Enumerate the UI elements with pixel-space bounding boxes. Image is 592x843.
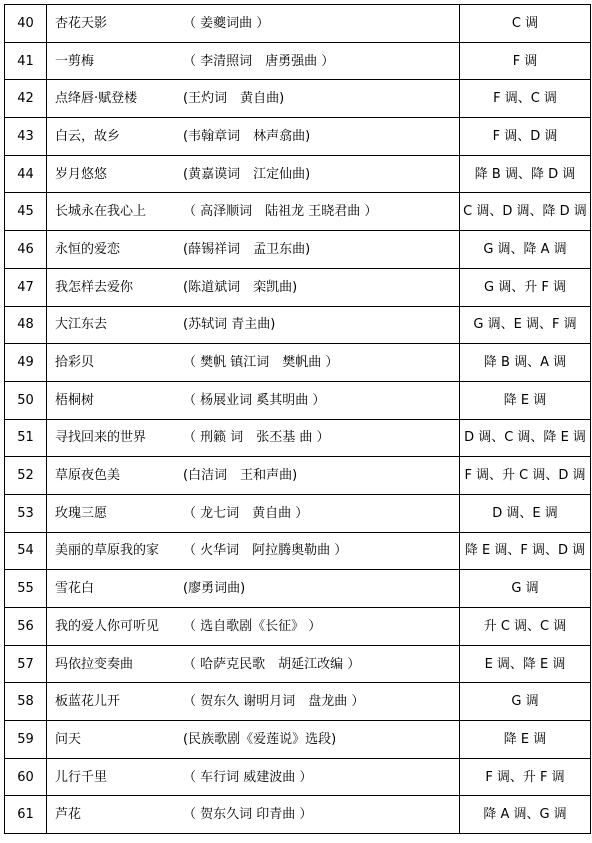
song-cell (47, 494, 460, 532)
song-title: 一剪梅 (55, 53, 95, 69)
song-title: 芦花 (55, 807, 82, 823)
song-cell (47, 683, 460, 721)
row-number: 47 (5, 268, 47, 306)
table-row (5, 5, 591, 43)
row-number: 60 (5, 758, 47, 796)
row-number: 42 (5, 80, 47, 118)
song-credit: (黄嘉谟词 江定仙曲) (183, 166, 311, 182)
song-title: 永恒的爱恋 (55, 241, 121, 257)
row-number: 43 (5, 118, 47, 156)
song-title: 岁月悠悠 (55, 166, 108, 182)
song-credit: (民族歌剧《爱莲说》选段) (183, 731, 337, 747)
row-number: 56 (5, 608, 47, 646)
song-key: C 调、D 调、降 D 调 (460, 193, 591, 231)
song-cell (47, 80, 460, 118)
table-row (5, 118, 591, 156)
song-credit: （ 樊帆 镇江词 樊帆曲 ） (183, 355, 339, 371)
row-number: 58 (5, 683, 47, 721)
table-row (5, 796, 591, 834)
table-row (5, 457, 591, 495)
song-cell (47, 796, 460, 834)
song-key: C 调 (460, 5, 591, 43)
song-credit: （ 姜夔词曲 ） (183, 15, 270, 31)
song-key: F 调、D 调 (460, 118, 591, 156)
row-number: 45 (5, 193, 47, 231)
row-number: 59 (5, 721, 47, 759)
row-number: 52 (5, 457, 47, 495)
song-title: 寻找回来的世界 (55, 430, 147, 446)
song-key: D 调、E 调 (460, 494, 591, 532)
table-row (5, 570, 591, 608)
song-credit: （ 高泽顺词 陆祖龙 王晓君曲 ） (183, 204, 378, 220)
song-key: F 调、C 调 (460, 80, 591, 118)
table-row (5, 80, 591, 118)
song-title: 板蓝花儿开 (55, 694, 121, 710)
song-key: G 调 (460, 570, 591, 608)
row-number: 54 (5, 532, 47, 570)
song-credit: （ 贺东久词 印青曲 ） (183, 807, 313, 823)
song-credit: (苏轼词 青主曲) (183, 317, 276, 333)
song-cell (47, 758, 460, 796)
song-credit: (廖勇词曲) (183, 581, 246, 597)
song-key: 降 E 调 (460, 721, 591, 759)
song-credit: （ 车行词 威建波曲 ） (183, 769, 313, 785)
row-number: 41 (5, 42, 47, 80)
table-row (5, 344, 591, 382)
row-number: 55 (5, 570, 47, 608)
song-credit: (王灼词 黄自曲) (183, 91, 285, 107)
table-row (5, 42, 591, 80)
song-table (4, 4, 591, 834)
song-key: G 调、降 A 调 (460, 231, 591, 269)
song-key: F 调 (460, 42, 591, 80)
song-title: 问天 (55, 731, 82, 747)
song-key: 降 A 调、G 调 (460, 796, 591, 834)
song-credit: （ 龙七词 黄自曲 ） (183, 505, 309, 521)
row-number: 49 (5, 344, 47, 382)
table-row (5, 419, 591, 457)
row-number: 53 (5, 494, 47, 532)
song-key: G 调、升 F 调 (460, 268, 591, 306)
song-key: E 调、降 E 调 (460, 645, 591, 683)
song-title: 我怎样去爱你 (55, 279, 134, 295)
row-number: 51 (5, 419, 47, 457)
song-credit: （ 哈萨克民歌 胡延江改编 ） (183, 656, 361, 672)
song-key: 降 E 调 (460, 381, 591, 419)
row-number: 57 (5, 645, 47, 683)
table-row (5, 381, 591, 419)
table-row (5, 532, 591, 570)
table-row (5, 608, 591, 646)
table-row (5, 268, 591, 306)
table-row (5, 758, 591, 796)
song-title: 梧桐树 (55, 392, 95, 408)
row-number: 48 (5, 306, 47, 344)
song-title: 玫瑰三愿 (55, 505, 108, 521)
row-number: 44 (5, 155, 47, 193)
song-title: 草原夜色美 (55, 468, 121, 484)
table-row (5, 306, 591, 344)
song-title: 雪花白 (55, 581, 95, 597)
song-cell (47, 419, 460, 457)
song-cell (47, 645, 460, 683)
song-title: 点绛唇·赋登楼 (55, 91, 138, 107)
song-key: 降 B 调、A 调 (460, 344, 591, 382)
song-cell (47, 344, 460, 382)
song-credit: (薛锡祥词 孟卫东曲) (183, 241, 311, 257)
song-credit: (陈道斌词 栾凯曲) (183, 279, 298, 295)
table-row (5, 193, 591, 231)
song-title: 白云，故乡 (55, 128, 121, 144)
song-credit: （ 刑籁 词 张丕基 曲 ） (183, 430, 330, 446)
table-row (5, 721, 591, 759)
song-title: 拾彩贝 (55, 355, 95, 371)
song-cell (47, 268, 460, 306)
song-key: 升 C 调、C 调 (460, 608, 591, 646)
song-title: 美丽的草原我的家 (55, 543, 160, 559)
table-row (5, 231, 591, 269)
song-title: 我的爱人你可听见 (55, 618, 160, 634)
song-cell (47, 532, 460, 570)
song-key: F 调、升 F 调 (460, 758, 591, 796)
song-cell (47, 381, 460, 419)
table-row (5, 494, 591, 532)
table-row (5, 155, 591, 193)
song-credit: （ 火华词 阿拉腾奥勒曲 ） (183, 543, 348, 559)
song-title: 长城永在我心上 (55, 204, 147, 220)
song-cell (47, 231, 460, 269)
song-credit: (韦翰章词 林声翕曲) (183, 128, 311, 144)
song-key: D 调、C 调、降 E 调 (460, 419, 591, 457)
song-credit: (白洁词 王和声曲) (183, 468, 298, 484)
table-row (5, 683, 591, 721)
song-cell (47, 42, 460, 80)
song-credit: （ 李清照词 唐勇强曲 ） (183, 53, 335, 69)
song-title: 玛依拉变奏曲 (55, 656, 134, 672)
song-title: 儿行千里 (55, 769, 108, 785)
song-title: 大江东去 (55, 317, 108, 333)
song-key: 降 B 调、降 D 调 (460, 155, 591, 193)
table-row (5, 645, 591, 683)
row-number: 50 (5, 381, 47, 419)
song-cell (47, 306, 460, 344)
row-number: 40 (5, 5, 47, 43)
song-credit: （ 贺东久 谢明月词 盘龙曲 ） (183, 694, 365, 710)
song-cell (47, 155, 460, 193)
song-key: G 调 (460, 683, 591, 721)
song-cell (47, 118, 460, 156)
song-cell (47, 721, 460, 759)
song-cell (47, 608, 460, 646)
song-cell (47, 193, 460, 231)
song-credit: （ 杨展业词 奚其明曲 ） (183, 392, 326, 408)
song-cell (47, 570, 460, 608)
song-cell (47, 5, 460, 43)
song-key: G 调、E 调、F 调 (460, 306, 591, 344)
row-number: 61 (5, 796, 47, 834)
song-cell (47, 457, 460, 495)
song-credit: （ 选自歌剧《长征》 ） (183, 618, 322, 634)
song-title: 杏花天影 (55, 15, 108, 31)
song-key: F 调、升 C 调、D 调 (460, 457, 591, 495)
song-table-body (5, 5, 591, 834)
song-key: 降 E 调、F 调、D 调 (460, 532, 591, 570)
row-number: 46 (5, 231, 47, 269)
